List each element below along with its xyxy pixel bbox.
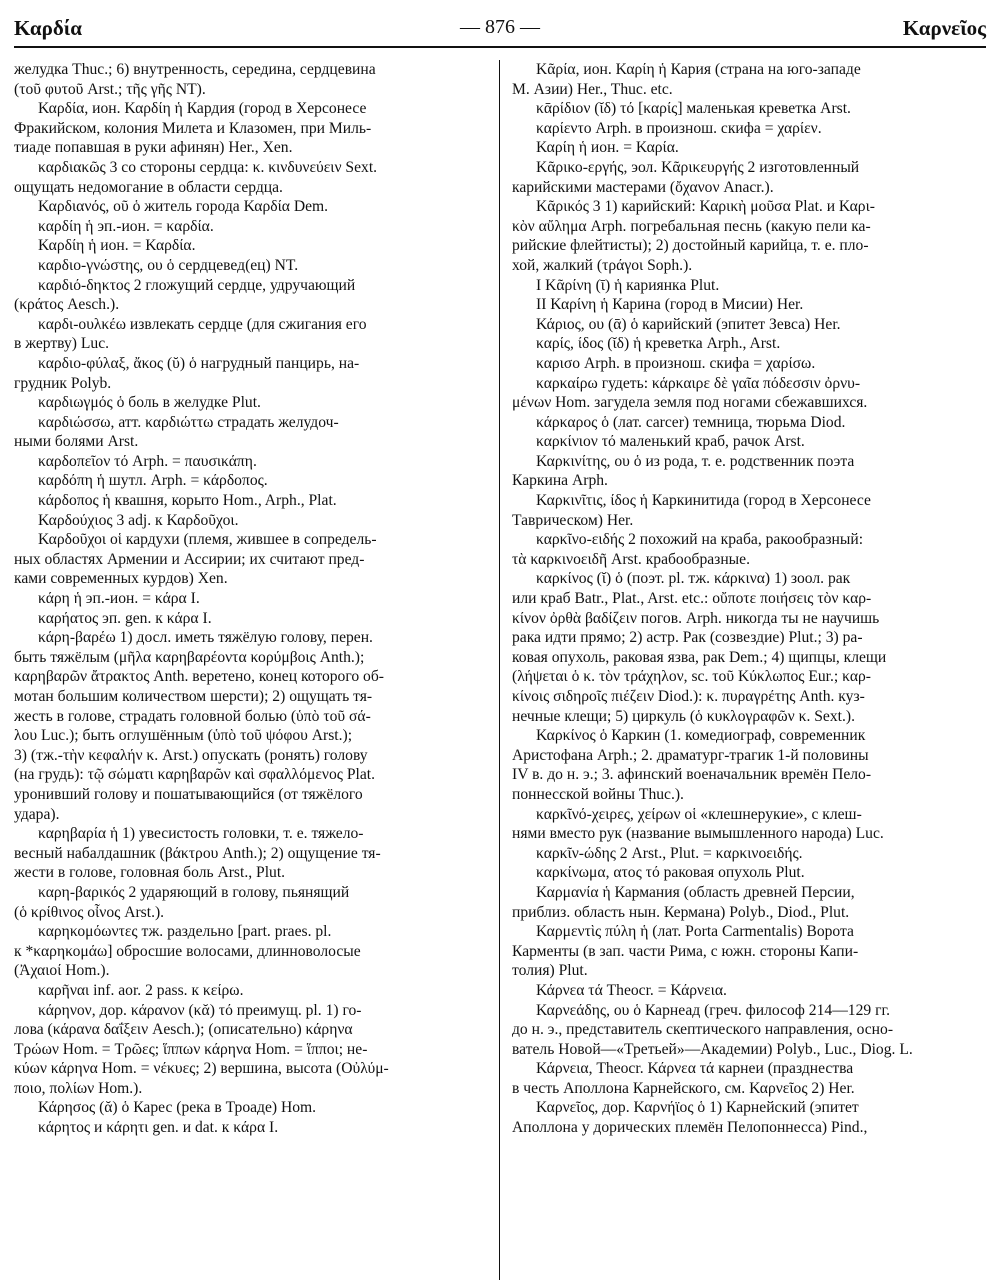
entry-text-line: нечные клещи; 5) циркуль (ὁ κυκλογραφῶν κ. Sext.).	[512, 707, 855, 725]
entry-text-line: ными болями Arst.	[14, 433, 139, 451]
entry-headline: καρδόπη ἡ шутл. Arph. = κάρδοπος.	[38, 472, 268, 490]
entry-headline: καρίεντο Arph. в произнош. скифа = χαρίεν.	[536, 119, 822, 137]
entry-text-line: до н. э., представитель скептического направления, осно-	[512, 1021, 894, 1039]
entry-headline: Κᾶρικο-εργής, эол. Κᾶρικευργής 2 изготовленный	[536, 158, 860, 176]
entry-headline: κάρη ἡ эп.-ион. = κάρα I.	[38, 590, 200, 608]
entry-text-line: κίνοις σιδηροῖς πιέζειν Diod.): κ. πυραγρέτης Anth. куз-	[512, 688, 865, 705]
entry-text-line: в честь Аполлона Карнейского, см. Καρνεῖος 2) Her.	[512, 1079, 855, 1097]
entry-text-line: (Ἀχαιοί Hom.).	[14, 962, 110, 980]
entry-headline: καρκαίρω гудеть: κάρκαιρε δὲ γαῖα πόδεσσιν ὀρνυ-	[536, 374, 861, 392]
entry-headline: καρη-βαρικός 2 ударяющий в голову, пьянящий	[38, 883, 350, 901]
entry-text-line: быть тяжёлым (μῆλα καρηβαρέοντα κορύμβοις Anth.);	[14, 648, 365, 666]
entry-text-line: ковая опухоль, раковая язва, рак Dem.; 4) щипцы, клещи	[512, 648, 887, 666]
entry-headline: κάρκαρος ὁ (лат. carcer) темница, тюрьма Diod.	[536, 413, 846, 431]
entry-headline: καρδι-ουλκέω извлекать сердце (для сжигания его	[38, 315, 367, 333]
entry-headline: καρδιωγμός ὁ боль в желудке Plut.	[38, 394, 261, 412]
entry-headline: Καρνεάδης, ου ὁ Карнеад (греч. философ 214—129 гг.	[536, 1001, 891, 1019]
entry-text-line: рака идти прямо; 2) астр. Рак (созвездие) Plut.; 3) ра-	[512, 629, 863, 647]
entry-headline: καρκίνος (ῐ) ὁ (поэт. pl. тж. κάρκινα) 1) зоол. рак	[536, 570, 851, 588]
entry-text-line: весный набалдашник (βάκτρου Anth.); 2) ощущение тя-	[14, 844, 381, 862]
entry-headline: Κάρνεια, Theocr. Κάρνεα τά карнеи (празднества	[536, 1060, 854, 1078]
entry-headline: καρηβαρία ἡ 1) увесистость головки, т. е. тяжело-	[38, 825, 364, 843]
entry-text-line: нями вместо рук (название вымышленного народа) Luc.	[512, 825, 884, 843]
entry-headline: καρκίνωμα, ατος τό раковая опухоль Plut.	[536, 864, 805, 882]
entry-headline: Καρκινίτης, ου ὁ из рода, т. е. родственник поэта	[536, 452, 855, 470]
entry-text-line: Τρώων Hom. = Τρῶες; ἵππων κάρηνα Hom. = ἵπποι; не-	[14, 1040, 368, 1058]
entry-headline: κάρηνον, дор. κάρανον (κᾰ) τό преимущ. pl. 1) го-	[38, 1001, 362, 1019]
entry-text-line: карийскими мастерами (ὄχανον Anacr.).	[512, 178, 774, 196]
page-number: — 876 —	[460, 16, 540, 38]
entry-text-line: κίνον ὀρθὰ βαδίζειν погов. Arph. никогда ты не научишь	[512, 609, 880, 627]
entry-text-line: λου Luc.); быть оглушённым (ὑπὸ τοῦ ψόφου Arst.);	[14, 727, 353, 745]
entry-text-line: 3) (тж.-τὴν κεφαλήν κ. Arst.) опускать (ронять) голову	[14, 746, 368, 764]
entry-headline: καρδιό-δηκτος 2 гложущий сердце, удручающий	[38, 276, 356, 294]
entry-text-line: Фракийском, колония Милета и Клазомен, при Миль-	[14, 119, 372, 137]
entry-headline: Καρδίη ἡ ион. = Καρδία.	[38, 237, 196, 255]
entry-headline: Καρμεντὶς πύλη ἡ (лат. Porta Carmentalis) Ворота	[536, 923, 854, 941]
entry-headline: Καρίη ἡ ион. = Καρία.	[536, 139, 679, 157]
entry-headline: Κάρησος (ᾰ) ὁ Карес (река в Троаде) Hom.	[38, 1099, 317, 1117]
entry-text-line: Аполлона у дорических племён Пелопоннесса) Pind.,	[512, 1119, 868, 1137]
entry-headline: Καρνεῖος, дор. Καρνήϊος ὁ 1) Карнейский (эпитет	[536, 1099, 859, 1117]
entry-text-line: желудка Thuc.; 6) внутренность, середина, сердцевина	[14, 61, 376, 78]
entry-headline: Καρκινῖτις, ίδος ἡ Каркинитида (город в Херсонесе	[536, 492, 871, 510]
entry-text-line: IV в. до н. э.; 3. афинский военачальник времён Пело-	[512, 766, 872, 784]
entry-text-line: приблиз. область нын. Кермана) Polyb., Diod., Plut.	[512, 903, 850, 921]
entry-headline: Καρμανία ἡ Кармания (область древней Персии,	[536, 883, 855, 901]
entry-text-line: рийские флейтисты); 2) достойный карийца, т. е. пло-	[512, 237, 869, 255]
entry-text-line: κὸν αὔλημα Arph. погребальная песнь (какую пели ка-	[512, 217, 871, 235]
entry-headline: καρδιο-γνώστης, ου ὁ сердцевед(ец) NT.	[38, 256, 299, 274]
entry-headline: I Κᾶρίνη (ῑ) ἡ кариянка Plut.	[536, 276, 720, 294]
right-column	[512, 60, 986, 1282]
entry-text-line: (на грудь): τῷ σώματι καρηβαρῶν καὶ σφαλλόμενος Plat.	[14, 766, 376, 784]
entry-text-line: лова (κάρανα δαΐξειν Aesch.); (описательно) κάρηνα	[14, 1021, 353, 1039]
entry-headline: καρδιώσσω, атт. καρδιώττω страдать желудоч-	[38, 413, 339, 431]
entry-headline: καρκῖν-ώδης 2 Arst., Plut. = καρκινοειδής.	[536, 844, 803, 862]
header-first-entry: Καρδία	[14, 16, 83, 40]
entry-headline: καρηκομόωντες тж. раздельно [part. praes. pl.	[38, 923, 332, 941]
entry-headline: Καρδιανός, οῦ ὁ житель города Καρδία Dem.	[38, 198, 329, 216]
left-column	[14, 60, 488, 1282]
entry-headline: Κάριος, ου (ᾱ) ὁ карийский (эпитет Зевса) Her.	[536, 315, 841, 333]
entry-text-line: καρηβαρῶν ἄτρακτος Anth. веретено, конец которого об-	[14, 668, 384, 686]
entry-headline: καρῆναι inf. aor. 2 pass. к κείρω.	[38, 981, 244, 999]
entry-headline: Κάρνεα τά Theocr. = Κάρνεια.	[536, 981, 727, 999]
entry-text-line: М. Азии) Her., Thuc. etc.	[512, 80, 673, 98]
entry-text-line: жесть в голове, страдать головной болью (ὑπὸ τοῦ σά-	[14, 707, 371, 725]
entry-text-line: поннесской войны Thuc.).	[512, 785, 684, 803]
entry-text-line: или краб Batr., Plat., Arst. etc.: οὔποτε ποιήσεις τὸν καρ-	[512, 590, 872, 608]
entry-headline: καρδοπεῖον τό Arph. = παυσικάπη.	[38, 452, 257, 470]
entry-headline: Καρδούχιος 3 adj. к Καρδοῦχοι.	[38, 511, 239, 529]
column-divider	[499, 60, 500, 1280]
entry-text-line: Каркина Arph.	[512, 472, 608, 490]
entry-headline: Καρκίνος ὁ Каркин (1. комедиограф, современник	[536, 727, 866, 745]
entry-headline: Καρδοῦχοι οἱ кардухи (племя, жившее в сопредель-	[38, 531, 377, 549]
entry-headline: κάρητος и κάρητι gen. и dat. к κάρα I.	[38, 1119, 279, 1137]
entry-text-line: (ὁ κρίθινος οἶνος Arst.).	[14, 903, 165, 921]
header-last-entry: Καρνεῖος	[902, 16, 986, 40]
entry-text-line: толия) Plut.	[512, 962, 588, 980]
entry-headline: καρδιακῶς 3 со стороны сердца: κ. κινδυνεύειν Sext.	[38, 158, 378, 176]
entry-headline: καρισο Arph. в произнош. скифа = χαρίσω.	[536, 354, 816, 372]
entry-headline: κάρδοπος ἡ квашня, корыто Hom., Arph., Plat.	[38, 492, 337, 510]
entry-text-line: ками современных курдов) Xen.	[14, 570, 228, 588]
entry-headline: καρίς, ίδος (ῐδ) ἡ креветка Arph., Arst.	[536, 335, 781, 353]
entry-text-line: Аристофана Arph.; 2. драматург-трагик 1-й половины	[512, 746, 869, 764]
entry-text-line: удара).	[14, 805, 60, 823]
entry-text-line: хой, жалкий (τράγοι Soph.).	[512, 256, 693, 274]
entry-text-line: уронивший голову и пошатывающийся (от тяжёлого	[14, 785, 363, 803]
entry-text-line: жести в голове, головная боль Arst., Plut.	[14, 864, 286, 882]
entry-text-line: тиаде попавшая в руки афинян) Her., Xen.	[14, 139, 293, 157]
entry-headline: Καρδία, ион. Καρδίη ἡ Кардия (город в Херсонесе	[38, 100, 367, 118]
entry-text-line: ватель Новой—«Третьей»—Академии) Polyb., Luc., Diog. L.	[512, 1040, 913, 1058]
entry-text-line: грудник Polyb.	[14, 374, 112, 392]
entry-headline: Κᾶρικός 3 1) карийский: Καρικὴ μοῦσα Plat. и Καρι-	[536, 198, 875, 216]
entry-headline: κᾱρίδιον (ῐδ) τό [καρίς] маленькая креветка Arst.	[536, 100, 851, 118]
entry-text-line: (τοῦ φυτοῦ Arst.; τῆς γῆς NT).	[14, 80, 206, 98]
entry-text-line: Карменты (в зап. части Рима, с южн. стороны Капи-	[512, 942, 859, 960]
entry-text-line: ποιο, πολίων Hom.).	[14, 1079, 143, 1097]
entry-headline: καρκῖνό-χειρες, χείρων οἱ «клешнерукие», с клеш-	[536, 805, 862, 823]
entry-text-line: κύων κάρηνα Hom. = νέκυες; 2) вершина, высота (Οὐλύμ-	[14, 1060, 389, 1078]
entry-headline: καρκῖνο-ειδής 2 похожий на краба, ракообразный:	[536, 531, 864, 549]
entry-headline: καρδίη ἡ эп.-ион. = καρδία.	[38, 217, 214, 235]
entry-text-line: ных областях Армении и Ассирии; их считают пред-	[14, 550, 365, 568]
entry-text-line: Таврическом) Her.	[512, 511, 634, 529]
entry-text-line: мотан большим количеством шерсти); 2) ощущать тя-	[14, 688, 373, 705]
entry-headline: καρήατος эп. gen. к κάρα I.	[38, 609, 212, 627]
entry-text-line: в жертву) Luc.	[14, 335, 110, 353]
entry-headline: καρδιο-φύλαξ, ἄκος (ῠ) ὁ нагрудный панцирь, на-	[38, 354, 360, 372]
entry-headline: Κᾶρία, ион. Καρίη ἡ Кария (страна на юго-западе	[536, 61, 861, 78]
page-header	[14, 10, 986, 48]
entry-headline: II Καρίνη ἡ Карина (город в Мисии) Her.	[536, 296, 804, 314]
entry-text-line: (λήψεται ὁ κ. τὸν τράχηλον, sc. τοῦ Κύκλωπος Eur.; καρ-	[512, 668, 871, 686]
entry-text-line: к *καρηκομάω] обросшие волосами, длинноволосые	[14, 942, 361, 960]
entry-text-line: (κράτος Aesch.).	[14, 296, 120, 314]
entry-headline: καρκίνιον τό маленький краб, рачок Arst.	[536, 433, 805, 451]
entry-text-line: ощущать недомогание в области сердца.	[14, 178, 283, 196]
entry-text-line: μένων Hom. загудела земля под ногами сбежавшихся.	[512, 394, 868, 412]
entry-headline: κάρη-βαρέω 1) досл. иметь тяжёлую голову, перен.	[38, 629, 373, 647]
entry-text-line: τὰ καρκινοειδῆ Arst. крабообразные.	[512, 550, 750, 568]
